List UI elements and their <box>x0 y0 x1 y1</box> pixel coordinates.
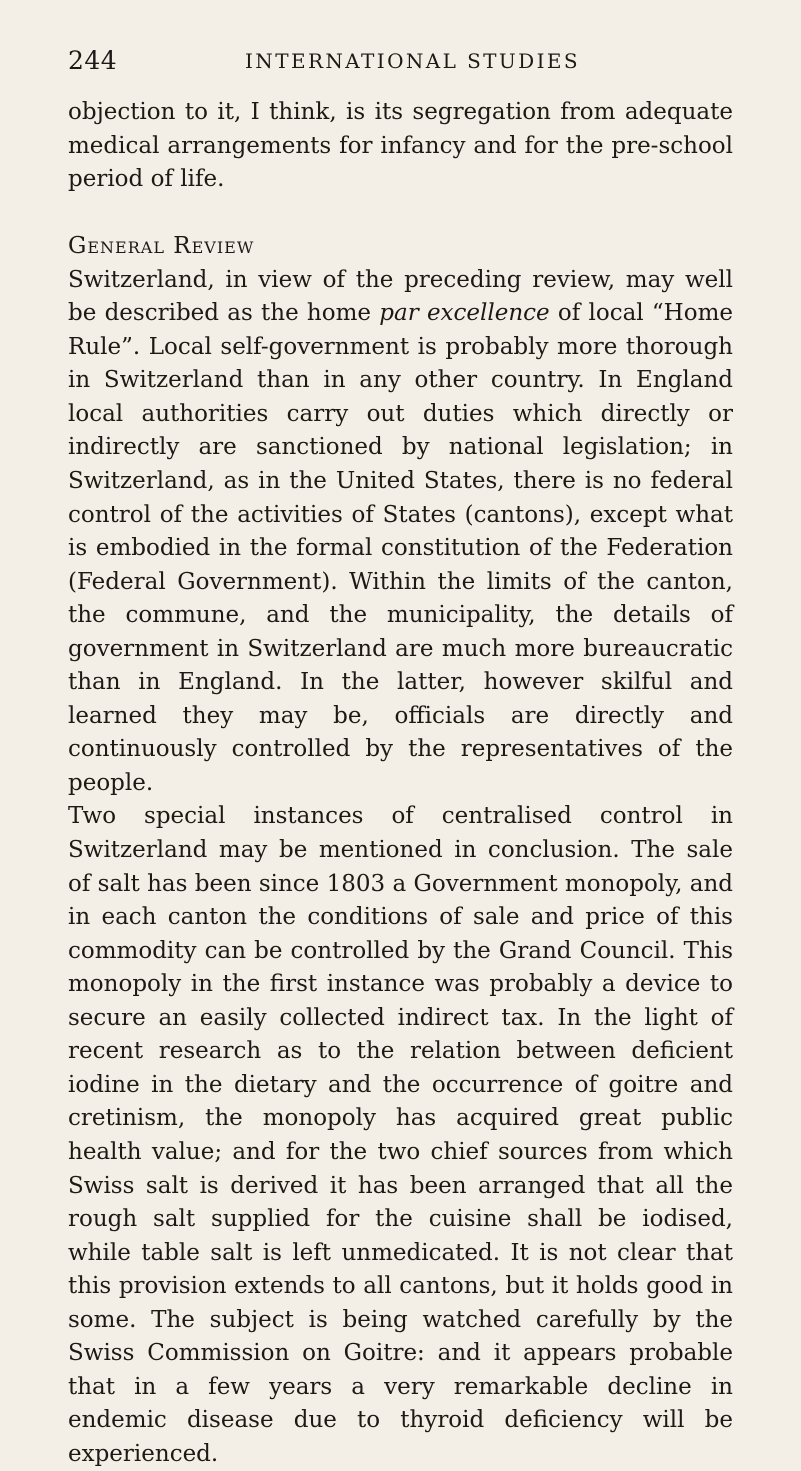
paragraph-text-before-emphasis: Switzerland, in view of the preceding review, may well be described as the home <box>68 266 733 327</box>
italic-emphasis: par excellence <box>379 300 550 327</box>
salt-monopoly-paragraph: Two special instances of centralised control in Switzerland may be mentioned in conclusion. The sale of salt has been since 1803 a Government monopoly, and in each canton the conditions of sale and price of this commodity can be controlled by the Grand Council. This monopoly in the first instance was probably a device to secure an easily collected indirect tax. In the light of recent research as to the relation between deficient iodine in the dietary and the occurrence of goitre and cretinism, the monopoly has acquired great public health value; and for the two chief sources from which Swiss salt is derived it has been arranged that all the rough salt supplied for the cuisine shall be iodised, while table salt is left unmedicated. It is not clear that this provision extends to all cantons, but it holds good in some. The subject is being watched carefully by the Swiss Commission on Goitre: and it appears probable that in a few years a very remarkable decline in endemic disease due to thyroid deficiency will be experienced. <box>68 803 733 1467</box>
opening-paragraph: objection to it, I think, is its segregation from adequate medical arrangements for infancy and for the pre-school period of life. <box>68 99 733 193</box>
running-head: INTERNATIONAL STUDIES <box>245 49 580 73</box>
paragraph-text-after-emphasis: of local “Home Rule”. Local self-government is probably more thorough in Switzerland than in any other country. In England local authorities carry out duties which directly or indirectly are sanctioned by national legislation; in Switzerland, as in the United States, there is no federal control of the activities of States (cantons), except what is embodied in the formal constitution of the Federation (Federal Government). Within the limits of the canton, the commune, and the municipality, the details of government in Switzerland are much more bureaucratic than in England. In the latter, however skilful and learned they may be, officials are directly and continuously controlled by the representatives of the people. <box>68 300 733 796</box>
section-heading: General Review <box>68 233 255 260</box>
general-review-paragraph <box>68 264 733 801</box>
page-body <box>68 96 733 1471</box>
section-spacer <box>68 197 733 231</box>
page-number: 244 <box>68 46 118 75</box>
page-header <box>68 46 733 96</box>
